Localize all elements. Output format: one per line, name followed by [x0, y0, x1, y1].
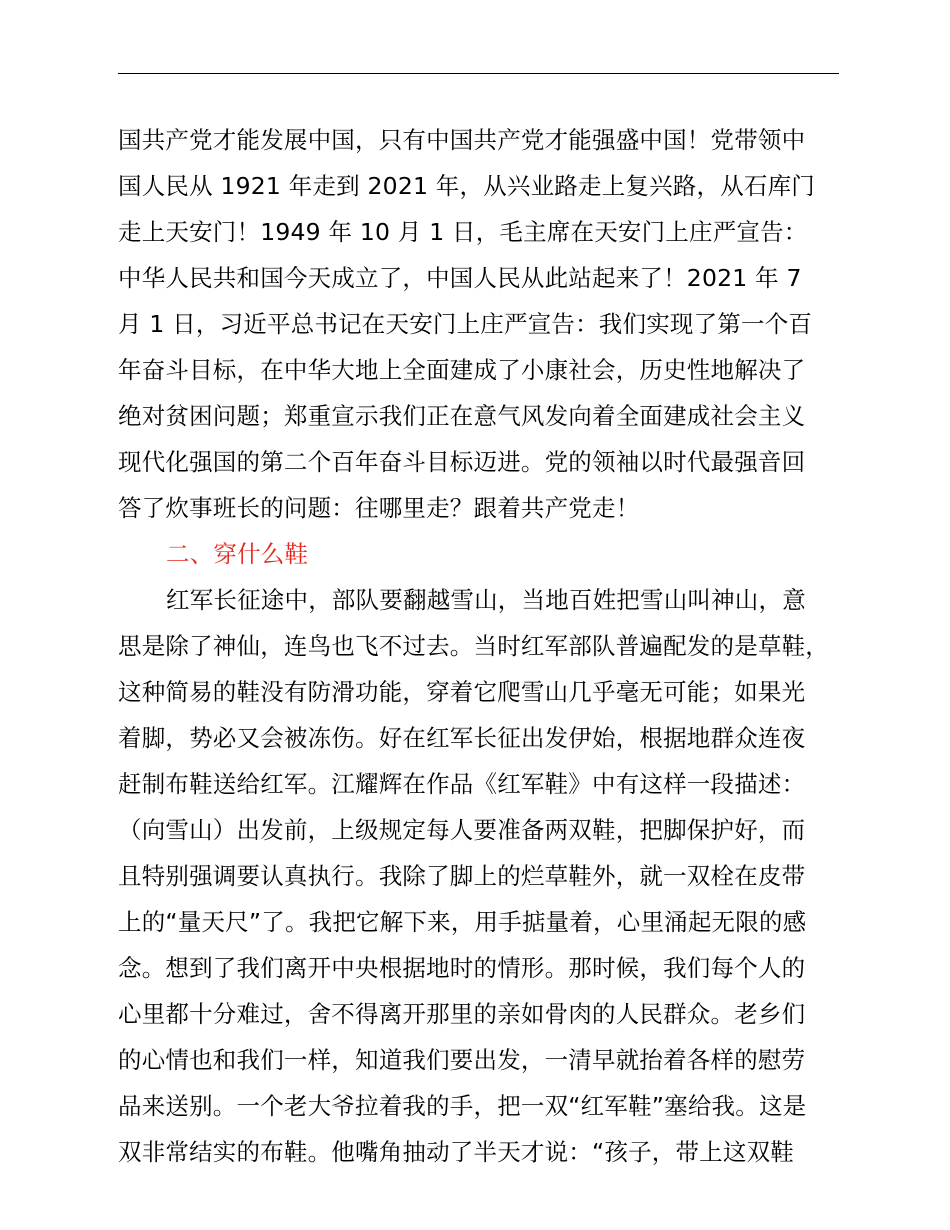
paragraph-line: 念。想到了我们离开中央根据地时的情形。那时候，我们每个人的 [118, 954, 806, 982]
paragraph-line: 的心情也和我们一样，知道我们要出发，一清早就抬着各样的慰劳 [118, 1046, 806, 1074]
paragraph-line: 品来送别。一个老大爷拉着我的手，把一双“红军鞋”塞给我。这是 [118, 1092, 807, 1120]
paragraph-line: 年奋斗目标，在中华大地上全面建成了小康社会，历史性地解决了 [118, 356, 806, 384]
paragraph-line: 答了炊事班长的问题：往哪里走？跟着共产党走！ [118, 494, 640, 522]
section-heading: 二、穿什么鞋 [166, 540, 309, 568]
paragraph-line: 国人民从 1921 年走到 2021 年，从兴业路走上复兴路，从石库门 [118, 172, 815, 200]
paragraph-line: 着脚，势必又会被冻伤。好在红军长征出发伊始，根据地群众连夜 [118, 724, 806, 752]
paragraph-line: 双非常结实的布鞋。他嘴角抽动了半天才说：“孩子，带上这双鞋 [118, 1138, 794, 1166]
paragraph-line: 国共产党才能发展中国，只有中国共产党才能强盛中国！党带领中 [118, 126, 806, 154]
paragraph-line: （向雪山）出发前，上级规定每人要准备两双鞋，把脚保护好，而 [118, 816, 806, 844]
paragraph-line: 红军长征途中，部队要翻越雪山，当地百姓把雪山叫神山，意 [166, 586, 806, 614]
paragraph-line: 且特别强调要认真执行。我除了脚上的烂草鞋外，就一双栓在皮带 [118, 862, 806, 890]
paragraph-line: 中华人民共和国今天成立了，中国人民从此站起来了！2021 年 7 [118, 264, 802, 292]
header-rule [118, 73, 839, 74]
paragraph-line: 走上天安门！1949 年 10 月 1 日，毛主席在天安门上庄严宣告： [118, 218, 808, 246]
paragraph-line: 这种简易的鞋没有防滑功能，穿着它爬雪山几乎毫无可能；如果光 [118, 678, 806, 706]
paragraph-line: 上的“量天尺”了。我把它解下来，用手掂量着，心里涌起无限的感 [118, 908, 807, 936]
body-text [118, 117, 839, 1175]
paragraph-line: 思是除了神仙，连鸟也飞不过去。当时红军部队普遍配发的是草鞋， [118, 632, 829, 660]
paragraph-line: 现代化强国的第二个百年奋斗目标迈进。党的领袖以时代最强音回 [118, 448, 806, 476]
paragraph-line: 绝对贫困问题；郑重宣示我们正在意气风发向着全面建成社会主义 [118, 402, 806, 430]
paragraph-line: 心里都十分难过，舍不得离开那里的亲如骨肉的人民群众。老乡们 [118, 1000, 806, 1028]
paragraph-line: 赶制布鞋送给红军。江耀辉在作品《红军鞋》中有这样一段描述： [118, 770, 806, 798]
paragraph-line: 月 1 日，习近平总书记在天安门上庄严宣告：我们实现了第一个百 [118, 310, 813, 338]
